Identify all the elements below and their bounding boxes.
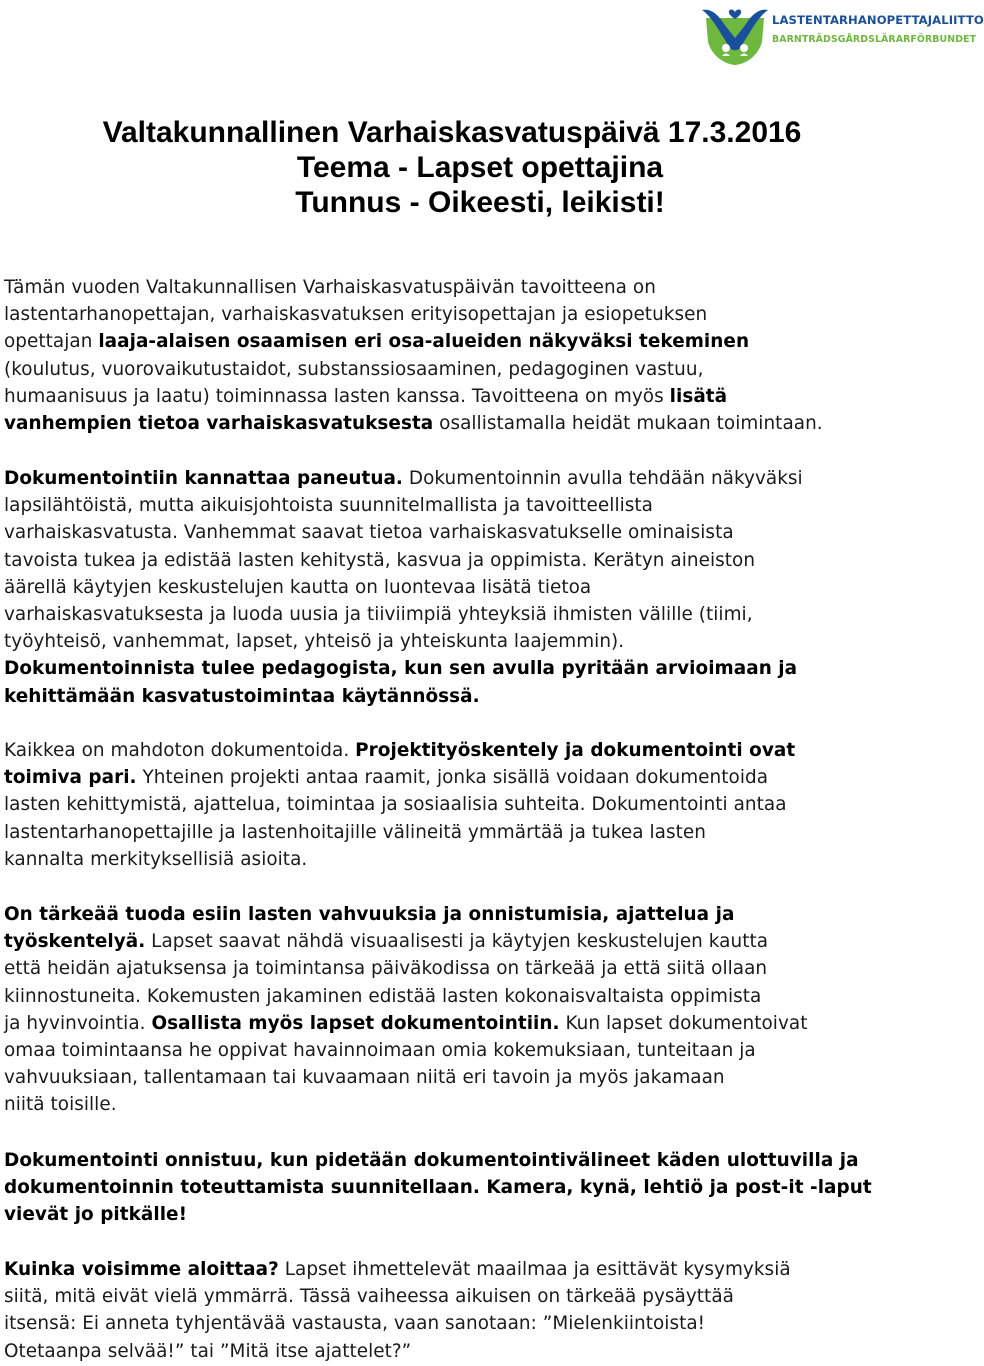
text-line: varhaiskasvatuksesta ja luoda uusia ja tiiviimpiä yhteyksiä ihmisten välille (tiimi,	[4, 604, 753, 626]
text-line: (koulutus, vuorovaikutustaidot, substanssiosaaminen, pedagoginen vastuu,	[4, 358, 704, 380]
text-run: Yhteinen projekti antaa raamit, jonka sisällä voidaan dokumentoida	[136, 767, 769, 789]
title-line-1: Valtakunnallinen Varhaiskasvatuspäivä 17.3.2016	[102, 116, 802, 149]
text-line: kannalta merkityksellisiä asioita.	[4, 848, 308, 870]
text-line	[4, 737, 956, 764]
text-line: vahvuuksiaan, tallentamaan tai kuvaamaan niitä eri tavoin ja myös jakamaan	[4, 1067, 725, 1089]
text-run: osallistamalla heidät mukaan toimintaan.	[433, 413, 823, 435]
text-line: niitä toisille.	[4, 1094, 117, 1116]
text-run: Lapset ihmettelevät maailmaa ja esittävät kysymyksiä	[278, 1259, 791, 1280]
text-line	[4, 1010, 956, 1037]
text-emphasis: Dokumentointi onnistuu, kun pidetään dokumentointivälineet käden ulottuvilla ja	[4, 1150, 859, 1171]
text-emphasis: Dokumentointiin kannattaa paneutua.	[4, 468, 403, 489]
text-line: Otetaanpa selvää!” tai ”Mitä itse ajattelet?”	[4, 1340, 412, 1362]
text-emphasis: lisätä	[669, 385, 728, 407]
text-emphasis: dokumentoinnin toteuttamista suunnitellaan. Kamera, kynä, lehtiö ja post-it -laput	[4, 1177, 872, 1199]
text-line: että heidän ajatuksensa ja toimintansa päiväkodissa on tärkeää ja että siitä ollaan	[4, 958, 768, 980]
text-line: Tämän vuoden Valtakunnallisen Varhaiskasvatuspäivän tavoitteena on	[4, 277, 656, 298]
text-run: opettajan	[4, 331, 99, 353]
text-line	[4, 465, 956, 492]
text-emphasis: Projektityöskentely ja dokumentointi ovat	[355, 740, 796, 761]
text-line: lapsilähtöistä, mutta aikuisjohtoista suunnitelmallista ja tavoitteellista	[4, 495, 653, 517]
text-line: kiinnostuneita. Kokemusten jakaminen edistää lasten kokonaisvaltaista oppimista	[4, 985, 762, 1007]
text-run: Kaikkea on mahdoton dokumentoida.	[4, 740, 356, 761]
text-line: äärellä käytyjen keskustelujen kautta on luontevaa lisätä tietoa	[4, 576, 592, 598]
text-line	[4, 1256, 956, 1283]
text-line: itsensä: Ei anneta tyhjentävää vastausta, vaan sanotaan: ”Mielenkiintoista!	[4, 1313, 706, 1335]
paragraph-intro	[4, 274, 956, 437]
text-emphasis: Dokumentoinnista tulee pedagogista, kun sen avulla pyritään arvioimaan ja	[4, 658, 798, 680]
text-emphasis: vievät jo pitkälle!	[4, 1204, 188, 1226]
paragraph-documentation	[4, 465, 956, 710]
text-line	[4, 901, 956, 928]
paragraph-strengths	[4, 901, 956, 1119]
text-line: lastentarhanopettajan, varhaiskasvatuksen erityisopettajan ja esiopetuksen	[4, 304, 708, 326]
text-line: lastentarhanopettajille ja lastenhoitajille välineitä ymmärtää ja tukea lasten	[4, 821, 706, 843]
text-line	[4, 410, 956, 437]
text-emphasis: Kuinka voisimme aloittaa?	[4, 1259, 279, 1280]
logo-text-secondary: BARNTRÄDSGÅRDSLÄRARFÖRBUNDET	[772, 34, 977, 45]
logo-text-primary: LASTENTARHANOPETTAJALIITTO	[772, 13, 984, 27]
text-line	[4, 655, 956, 682]
title-line-2: Teema - Lapset opettajina	[296, 151, 664, 184]
title-line-3: Tunnus - Oikeesti, leikisti!	[295, 186, 665, 219]
text-run: Kun lapset dokumentoivat	[559, 1012, 808, 1034]
text-emphasis: Osallista myös lapset dokumentointiin.	[151, 1012, 560, 1034]
text-emphasis: kehittämään kasvatustoimintaa käytännössä.	[4, 685, 480, 707]
text-line: lasten kehittymistä, ajattelua, toimintaa ja sosiaalisia suhteita. Dokumentointi antaa	[4, 794, 787, 816]
text-run: Lapset saavat nähdä visuaalisesti ja käytyjen keskustelujen kautta	[145, 931, 769, 953]
text-emphasis: On tärkeää tuoda esiin lasten vahvuuksia ja onnistumisia, ajattelua ja	[4, 904, 735, 925]
text-line	[4, 764, 956, 791]
text-line: tavoista tukea ja edistää lasten kehitystä, kasvua ja oppimista. Kerätyn aineiston	[4, 549, 756, 571]
text-line: varhaiskasvatusta. Vanhemmat saavat tietoa varhaiskasvatukselle ominaisista	[4, 522, 734, 544]
text-line	[4, 928, 956, 955]
text-line	[4, 1174, 956, 1201]
text-run: Dokumentoinnin avulla tehdään näkyväksi	[402, 468, 803, 489]
text-line	[4, 383, 956, 410]
text-emphasis: laaja-alaisen osaamisen eri osa-alueiden näkyväksi tekeminen	[98, 331, 750, 353]
text-emphasis: vanhempien tietoa varhaiskasvatuksesta	[4, 413, 434, 435]
document-title	[0, 115, 960, 220]
paragraph-projects	[4, 737, 956, 873]
text-line	[4, 1201, 956, 1228]
organization-logo	[700, 4, 984, 66]
paragraph-getting-started	[4, 1256, 956, 1365]
text-run: ja hyvinvointia.	[4, 1012, 152, 1034]
text-line: työyhteisö, vanhemmat, lapset, yhteisö ja yhteiskunta laajemmin).	[4, 631, 625, 653]
text-run: humaanisuus ja laatu) toiminnassa lasten kanssa. Tavoitteena on myös	[4, 385, 670, 407]
text-emphasis: työskentelyä.	[4, 931, 146, 953]
text-line	[4, 328, 956, 355]
text-line: siitä, mitä eivät vielä ymmärrä. Tässä vaiheessa aikuisen on tärkeää pysäyttää	[4, 1286, 734, 1308]
paragraph-tools	[4, 1147, 956, 1229]
text-line	[4, 1147, 956, 1174]
text-line: omaa toimintaansa he oppivat havainnoimaan omia kokemuksiaan, tunteitaan ja	[4, 1040, 756, 1062]
text-line	[4, 683, 956, 710]
bird-emblem-icon	[700, 4, 770, 66]
text-emphasis: toimiva pari.	[4, 767, 137, 789]
